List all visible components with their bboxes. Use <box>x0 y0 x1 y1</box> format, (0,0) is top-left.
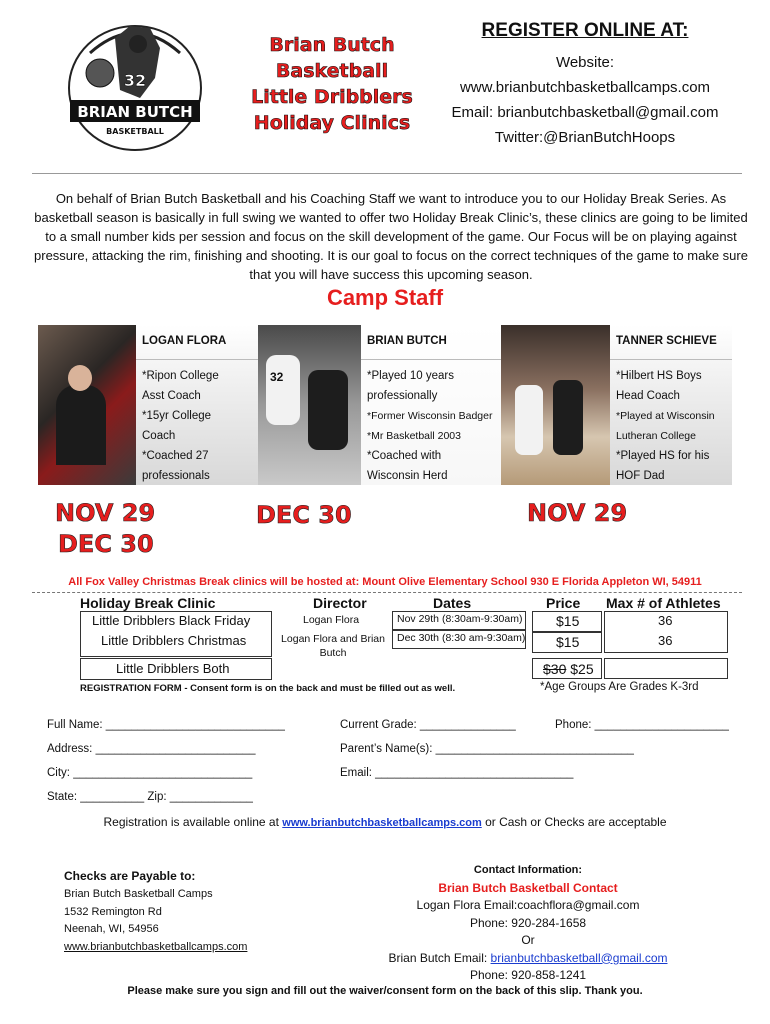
staff-detail: *Played HS for his <box>616 450 710 462</box>
staff-detail: *15yr College <box>142 410 212 422</box>
phone-field[interactable]: Phone: _____________________ <box>555 719 729 731</box>
parents-field[interactable]: Parent’s Name(s): _______________________________ <box>340 743 634 755</box>
brian-butch-logo <box>60 18 210 160</box>
price-old: $30 <box>543 661 567 677</box>
checks-heading: Checks are Payable to: <box>64 869 196 883</box>
tanner-schieve-photo <box>501 325 610 485</box>
staff-detail: *Played at Wisconsin <box>616 410 715 422</box>
contact-email-link[interactable]: brianbutchbasketball@gmail.com <box>490 950 668 965</box>
staff-detail: *Mr Basketball 2003 <box>367 430 461 442</box>
online-registration <box>0 815 770 829</box>
logan-flora-photo <box>38 325 136 485</box>
col-header-clinic: Holiday Break Clinic <box>80 595 216 611</box>
footer-note: Please make sure you sign and fill out the waiver/consent form on the back of this slip. Thank you. <box>127 985 643 997</box>
price-both <box>543 661 594 677</box>
staff-detail: Wisconsin Herd <box>367 470 448 482</box>
contact-line: Phone: 920-284-1658 <box>469 915 587 930</box>
staff-detail: Head Coach <box>616 390 680 402</box>
intro-paragraph: On behalf of Brian Butch Basketball and his Coaching Staff we want to introduce you to our Holiday Break Series. As basketball season is basically in full swing we wanted to offer two Holiday Break Clinic’s, these clinics are going to be limited to a small number kids per session and focus on the skill development of the game. Our Focus will be on playing against pressure, attacking the rim, finishing and shooting. It is our goal to focus on the correct techniques of the game to make sure that you will have success this upcoming season. <box>34 191 748 282</box>
online-text: or Cash or Checks are acceptable <box>481 815 667 829</box>
clinic-name: Little Dribblers Christmas <box>101 633 247 648</box>
age-note: *Age Groups Are Grades K-3rd <box>540 681 699 693</box>
max-box <box>604 658 728 679</box>
address-field[interactable]: Address: _________________________ <box>47 743 256 755</box>
price: $15 <box>556 634 580 650</box>
staff-detail: Lutheran College <box>616 430 696 442</box>
staff-detail: professionally <box>367 390 438 402</box>
col-header-max: Max # of Athletes <box>606 595 721 611</box>
city-field[interactable]: City: ____________________________ <box>47 767 253 779</box>
divider <box>32 173 742 174</box>
website-link[interactable]: www.brianbutchbasketballcamps.com <box>459 79 711 96</box>
contact-text: Brian Butch Email: <box>388 950 491 965</box>
director: Logan Flora and Brian Butch <box>281 633 385 659</box>
col-header-price: Price <box>546 595 581 611</box>
email-line[interactable]: Email: brianbutchbasketball@gmail.com <box>451 104 719 121</box>
online-text: Registration is available online at <box>103 815 283 829</box>
date: Nov 29th (8:30am-9:30am) <box>397 613 523 625</box>
contact-line: Or <box>521 933 535 947</box>
contact-line: Phone: 920-858-1241 <box>469 968 587 982</box>
checks-line: Brian Butch Basketball Camps <box>64 888 213 900</box>
grade-field[interactable]: Current Grade: _______________ <box>340 719 516 731</box>
full-name-field[interactable]: Full Name: ____________________________ <box>47 719 285 731</box>
staff-card-tanner <box>610 325 732 485</box>
staff-detail: professionals <box>142 470 210 482</box>
staff-card-brian <box>361 325 501 485</box>
clinic-name: Little Dribblers Both <box>116 661 230 676</box>
title-line: Basketball <box>275 60 389 82</box>
max-athletes: 36 <box>658 633 673 648</box>
checks-address <box>64 886 247 956</box>
staff-name: TANNER SCHIEVE <box>610 325 732 360</box>
clinic-title <box>232 32 432 136</box>
title-line: Brian Butch <box>269 34 395 56</box>
staff-detail: *Ripon College <box>142 370 219 382</box>
col-header-director: Director <box>313 595 367 611</box>
staff-detail: *Former Wisconsin Badger <box>367 410 493 422</box>
staff-detail: Coach <box>142 430 176 442</box>
state-zip-field[interactable]: State: __________ Zip: _____________ <box>47 791 253 803</box>
max-athletes: 36 <box>658 613 673 628</box>
register-block <box>430 20 740 150</box>
staff-detail: *Hilbert HS Boys <box>616 370 702 382</box>
date-logan-dec: DEC 30 <box>58 530 154 558</box>
divider <box>32 592 742 593</box>
contact-block <box>350 862 706 985</box>
checks-line: 1532 Remington Rd <box>64 905 162 918</box>
website-label: Website: <box>555 54 615 71</box>
logo-name: BRIAN BUTCH <box>77 103 193 121</box>
staff-detail: HOF Dad <box>616 470 665 482</box>
price-new: $25 <box>566 661 594 677</box>
date-logan-nov: NOV 29 <box>55 499 156 527</box>
staff-detail: *Coached 27 <box>142 450 209 462</box>
checks-line: Neenah, WI, 54956 <box>64 923 159 935</box>
col-header-dates: Dates <box>433 595 472 611</box>
contact-heading: Contact Information: <box>473 864 583 876</box>
staff-card-logan <box>136 325 258 485</box>
staff-name: BRIAN BUTCH <box>361 325 501 360</box>
date-brian: DEC 30 <box>256 501 352 529</box>
logo-sub: BASKETBALL <box>106 127 164 136</box>
contact-line: Logan Flora Email:coachflora@gmail.com <box>416 898 640 912</box>
title-line: Little Dribblers <box>251 86 413 108</box>
director: Logan Flora <box>303 614 360 626</box>
host-location: All Fox Valley Christmas Break clinics will be hosted at: Mount Olive Elementary School 930 E Florida Appleton WI, 54911 <box>68 576 702 588</box>
twitter-line[interactable]: Twitter:@BrianButchHoops <box>494 129 676 146</box>
logo-number: 32 <box>123 71 147 90</box>
title-line: Holiday Clinics <box>253 112 411 134</box>
contact-line <box>350 950 706 968</box>
staff-name: LOGAN FLORA <box>136 325 258 360</box>
contact-sub: Brian Butch Basketball Contact <box>438 880 618 895</box>
brian-butch-photo: 32 <box>258 325 361 485</box>
online-link[interactable]: www.brianbutchbasketballcamps.com <box>282 817 482 829</box>
clinic-name: Little Dribblers Black Friday <box>92 613 251 628</box>
staff-detail: *Played 10 years <box>367 370 454 382</box>
registration-note: REGISTRATION FORM - Consent form is on the back and must be filled out as well. <box>80 683 456 694</box>
staff-detail: Asst Coach <box>142 390 201 402</box>
register-heading: REGISTER ONLINE AT: <box>481 20 689 41</box>
email-field[interactable]: Email: _______________________________ <box>340 767 574 779</box>
staff-heading: Camp Staff <box>326 285 444 310</box>
staff-detail: *Coached with <box>367 450 442 462</box>
date: Dec 30th (8:30 am-9:30am) <box>397 632 526 644</box>
price: $15 <box>556 613 580 629</box>
checks-link[interactable]: www.brianbutchbasketballcamps.com <box>64 940 248 953</box>
date-tanner: NOV 29 <box>527 499 628 527</box>
